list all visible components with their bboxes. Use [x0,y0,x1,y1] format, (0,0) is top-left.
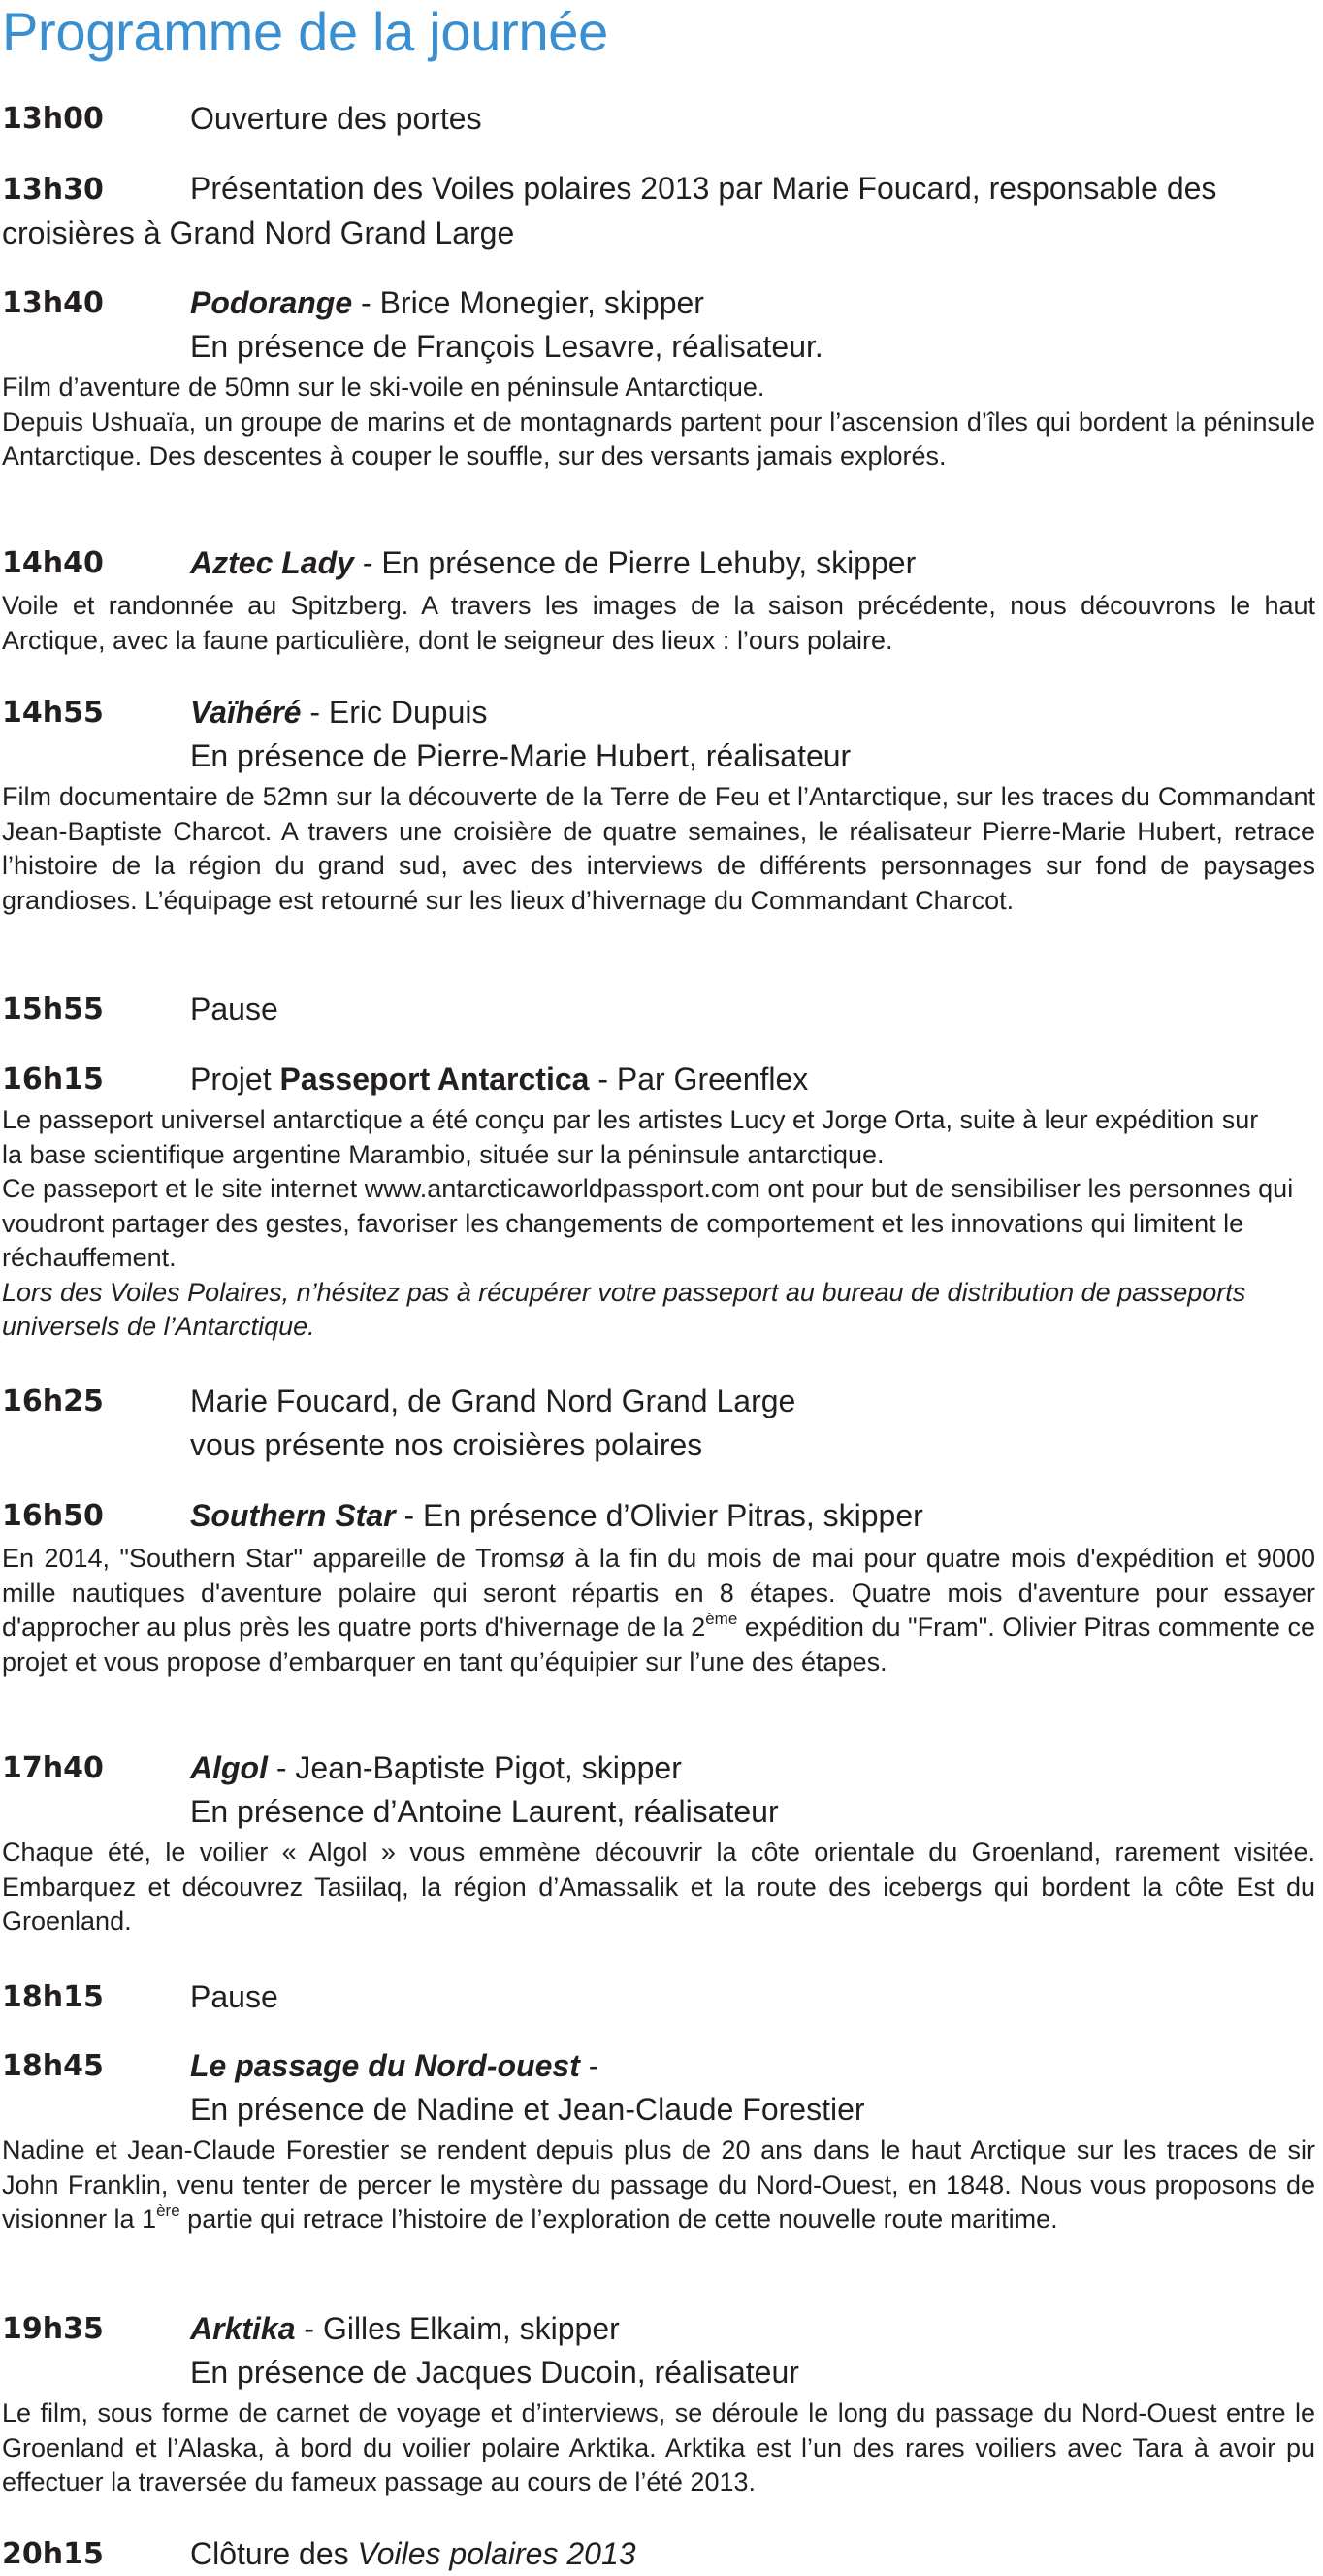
event-title: Pause [190,992,278,1027]
film-title: Aztec Lady [190,545,354,580]
event-2015 [0,2532,1323,2576]
event-1845 [0,2044,1323,2237]
film-title: Le passage du Nord-ouest [190,2048,580,2083]
event-1555 [0,988,1323,1031]
event-credits: - En présence de Pierre Lehuby, skipper [353,545,917,580]
event-title-emphasis: Voiles polaires 2013 [357,2536,636,2571]
film-title: Arktika [190,2311,296,2346]
event-time: 16h50 [2,1499,104,1533]
event-description: Film d’aventure de 50mn sur le ski-voile en péninsule Antarctique. [2,373,765,402]
event-description-more: Depuis Ushuaïa, un groupe de marins et de montagnards partent pour l’ascension d’îles qui bordent la péninsule Antarctique. Des descentes à couper le souffle, sur des versants jamais explorés. [2,407,1315,471]
event-description: En 2014, "Southern Star" appareille de Tromsø à la fin du mois de mai pour quatre mois d'expédition et 9000 mille nautiques d'aventure polaire qui seront répartis en 8 étapes. Quatre mois d'aventure pour essayer d'approcher au plus près les quatre ports d'hivernage de la 2ème expédition du "Fram". Olivier Pitras commente ce projet et vous propose d’embarquer en tant qu’équipier sur l’une des étapes. [2,1544,1315,1677]
event-subtitle: En présence de Nadine et Jean-Claude Forestier [190,2092,865,2127]
event-note: Lors des Voiles Polaires, n’hésitez pas à récupérer votre passeport au bureau de distribution de passeports universels de l’Antarctique. [2,1277,1246,1341]
event-1815 [0,1975,1323,2019]
event-title: Pause [190,1979,278,2014]
film-title: Vaïhéré [190,695,302,730]
event-title: Présentation des Voiles polaires 2013 par Marie Foucard, responsable des croisières à Grand Nord Grand Large [2,171,1217,250]
event-subtitle: En présence de Pierre-Marie Hubert, réalisateur [190,738,852,773]
film-title: Algol [190,1750,268,1785]
event-time: 18h15 [2,1980,104,2014]
event-1615 [0,1058,1323,1345]
event-subtitle: En présence d’Antoine Laurent, réalisateur [190,1794,779,1829]
project-name: Passeport Antarctica [279,1061,590,1096]
event-time: 13h40 [2,286,104,320]
event-time: 19h35 [2,2312,104,2346]
event-description: Chaque été, le voilier « Algol » vous emmène découvrir la côte orientale du Groenland, rarement visitée. Embarquez et découvrez Tasiilaq, la région d’Amassalik et la route des icebergs qui bordent la côte Est du Groenland. [2,1838,1315,1936]
event-time: 17h40 [2,1751,104,1785]
event-credits: - Eric Dupuis [301,695,488,730]
event-title: Ouverture des portes [190,101,482,136]
event-subtitle: En présence de François Lesavre, réalisateur. [190,329,823,364]
event-time: 18h45 [2,2049,104,2083]
page-title: Programme de la journée [2,1,608,62]
event-1935 [0,2307,1323,2500]
event-credits: - Brice Monegier, skipper [352,285,704,320]
event-1340 [0,281,1323,474]
event-credits: - [579,2048,599,2083]
event-description: Film documentaire de 52mn sur la découverte de la Terre de Feu et l’Antarctique, sur les traces du Commandant Jean-Baptiste Charcot. A travers une croisière de quatre semaines, le réalisateur Pierre-Marie Hubert, retrace l’histoire de la région du grand sud, avec des interviews de différents personnages sur fond de paysages grandioses. L’équipage est retourné sur les lieux d’hivernage du Commandant Charcot. [2,782,1315,915]
event-time: 14h40 [2,546,104,580]
event-title: Marie Foucard, de Grand Nord Grand Large [190,1384,796,1418]
event-time: 16h15 [2,1062,104,1096]
event-description: Voile et randonnée au Spitzberg. A travers les images de la saison précédente, nous découvrons le haut Arctique, avec la faune particulière, dont le seigneur des lieux : l’ours polaire. [2,591,1315,655]
event-title-prefix: Clôture des [190,2536,358,2571]
event-time: 15h55 [2,993,104,1027]
event-1625 [0,1380,1323,1467]
event-description: Le passeport universel antarctique a été conçu par les artistes Lucy et Jorge Orta, suite à leur expédition sur la base scientifique argentine Marambio, située sur la péninsule antarctique. [2,1105,1259,1169]
event-time: 14h55 [2,696,104,730]
event-description: Nadine et Jean-Claude Forestier se rendent depuis plus de 20 ans dans le haut Arctique sur les traces de sir John Franklin, venu tenter de percer le mystère du passage du Nord-Ouest, en 1848. Nous vous proposons de visionner la 1ère partie qui retrace l’histoire de l’exploration de cette nouvelle route maritime. [2,2136,1315,2234]
event-1300 [0,97,1323,141]
event-time: 16h25 [2,1385,104,1418]
event-credits: - Gilles Elkaim, skipper [295,2311,620,2346]
event-1440 [0,541,1323,658]
event-1455 [0,691,1323,918]
event-time: 13h30 [2,173,104,207]
event-1650 [0,1494,1323,1679]
event-title-prefix: Projet [190,1061,280,1096]
event-subtitle: En présence de Jacques Ducoin, réalisateur [190,2355,799,2390]
event-1330 [0,167,1323,255]
film-title: Southern Star [190,1498,396,1533]
event-credits: - Par Greenflex [589,1061,809,1096]
event-credits: - Jean-Baptiste Pigot, skipper [267,1750,682,1785]
event-subtitle: vous présente nos croisières polaires [190,1427,703,1462]
event-description-more: Ce passeport et le site internet www.antarcticaworldpassport.com ont pour but de sensibiliser les personnes qui voudront partager des gestes, favoriser les changements de comportement et les innovations qui limitent le réchauffement. [2,1174,1294,1272]
event-credits: - En présence d’Olivier Pitras, skipper [395,1498,923,1533]
event-description: Le film, sous forme de carnet de voyage et d’interviews, se déroule le long du passage du Nord-Ouest entre le Groenland et l’Alaska, à bord du voilier polaire Arktika. Arktika est l’un des rares voiliers avec Tara à avoir pu effectuer la traversée du fameux passage au cours de l’été 2013. [2,2398,1315,2496]
event-time: 13h00 [2,102,104,136]
film-title: Podorange [190,285,353,320]
event-1740 [0,1746,1323,1940]
event-time: 20h15 [2,2537,104,2571]
